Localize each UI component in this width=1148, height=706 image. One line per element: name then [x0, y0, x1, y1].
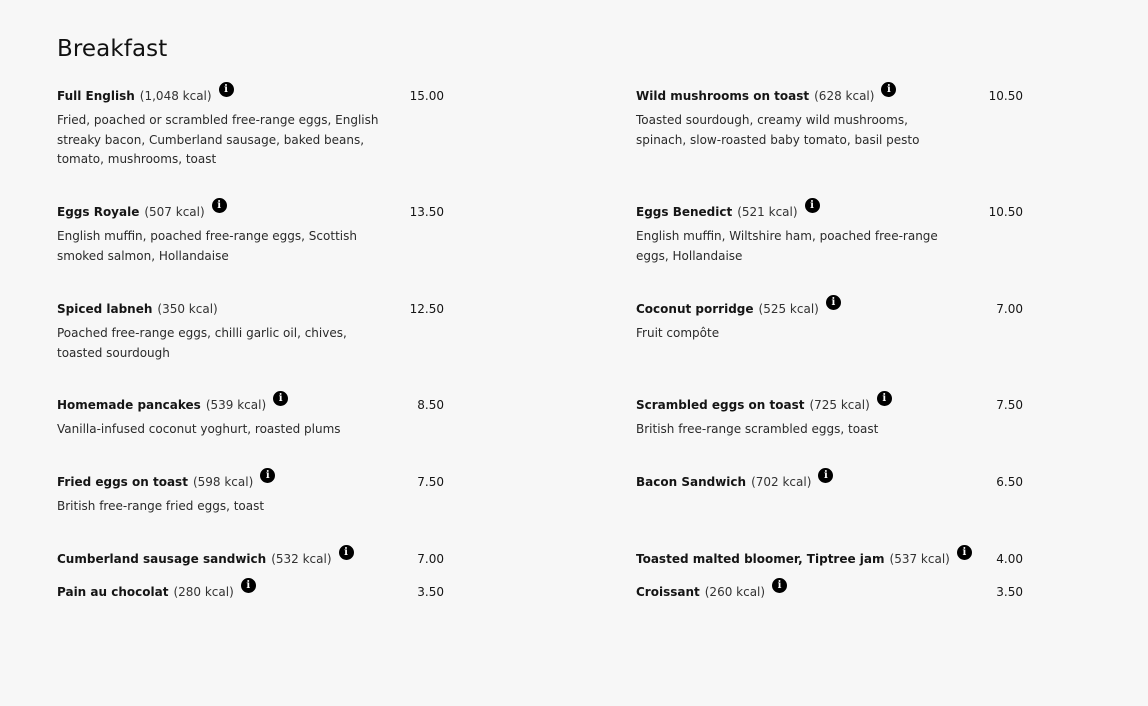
item-name: Scrambled eggs on toast — [636, 398, 805, 412]
info-icon[interactable]: i — [805, 198, 820, 213]
info-icon[interactable]: i — [273, 391, 288, 406]
item-kcal: (532 kcal) — [271, 552, 332, 566]
item-kcal: (525 kcal) — [758, 302, 819, 316]
item-price: 3.50 — [996, 585, 1023, 599]
item-kcal: (280 kcal) — [173, 585, 234, 599]
menu-item-wild-mushrooms-on-toast — [636, 86, 1023, 150]
menu-item-croissant — [636, 582, 1023, 602]
info-icon[interactable]: i — [957, 545, 972, 560]
item-price: 3.50 — [417, 585, 444, 599]
info-icon[interactable]: i — [212, 198, 227, 213]
item-description: English muffin, Wiltshire ham, poached free-range eggs, Hollandaise — [636, 229, 938, 263]
info-icon[interactable]: i — [881, 82, 896, 97]
item-name: Full English — [57, 89, 135, 103]
info-icon[interactable]: i — [818, 468, 833, 483]
menu-item-fried-eggs-on-toast — [57, 472, 444, 517]
info-icon[interactable]: i — [260, 468, 275, 483]
item-name: Pain au chocolat — [57, 585, 169, 599]
item-name: Cumberland sausage sandwich — [57, 552, 267, 566]
item-description: Poached free-range eggs, chilli garlic oil, chives, toasted sourdough — [57, 326, 347, 360]
item-description: Vanilla-infused coconut yoghurt, roasted plums — [57, 422, 341, 436]
info-icon[interactable]: i — [241, 578, 256, 593]
item-kcal: (1,048 kcal) — [139, 89, 212, 103]
section-title: Breakfast — [57, 36, 168, 62]
info-icon[interactable]: i — [877, 391, 892, 406]
menu-item-toasted-malted-bloomer — [636, 549, 1023, 569]
item-price: 7.50 — [996, 398, 1023, 412]
menu-item-eggs-royale — [57, 202, 444, 266]
item-price: 8.50 — [417, 398, 444, 412]
menu-item-full-english — [57, 86, 444, 170]
item-name: Fried eggs on toast — [57, 475, 188, 489]
info-icon[interactable]: i — [219, 82, 234, 97]
item-kcal: (702 kcal) — [751, 475, 812, 489]
item-kcal: (539 kcal) — [205, 398, 267, 412]
item-kcal: (725 kcal) — [809, 398, 870, 412]
info-icon[interactable]: i — [772, 578, 787, 593]
item-kcal: (521 kcal) — [737, 205, 798, 219]
item-name: Bacon Sandwich — [636, 475, 747, 489]
item-price: 7.00 — [996, 302, 1023, 316]
item-kcal: (598 kcal) — [192, 475, 254, 489]
item-name: Coconut porridge — [636, 302, 754, 316]
item-price: 15.00 — [409, 89, 444, 103]
item-description: Toasted sourdough, creamy wild mushrooms, spinach, slow-roasted baby tomato, basil pesto — [636, 113, 920, 147]
item-price: 10.50 — [988, 89, 1023, 103]
menu-item-spiced-labneh — [57, 299, 444, 363]
menu-item-pain-au-chocolat — [57, 582, 444, 602]
item-kcal: (350 kcal) — [157, 302, 218, 316]
item-name: Spiced labneh — [57, 302, 153, 316]
item-price: 6.50 — [996, 475, 1023, 489]
menu-item-scrambled-eggs-on-toast — [636, 395, 1023, 440]
item-price: 12.50 — [409, 302, 444, 316]
item-name: Eggs Benedict — [636, 205, 733, 219]
item-name: Toasted malted bloomer, Tiptree jam — [636, 552, 885, 566]
item-description: British free-range fried eggs, toast — [57, 499, 265, 513]
item-price: 13.50 — [409, 205, 444, 219]
item-description: British free-range scrambled eggs, toast — [636, 422, 879, 436]
item-name: Eggs Royale — [57, 205, 140, 219]
item-kcal: (537 kcal) — [889, 552, 950, 566]
item-description: Fried, poached or scrambled free-range eggs, English streaky bacon, Cumberland sausage, baked beans, tomato, mushrooms, toast — [57, 113, 379, 166]
menu-item-cumberland-sausage-sandwich — [57, 549, 444, 569]
item-description: English muffin, poached free-range eggs, Scottish smoked salmon, Hollandaise — [57, 229, 357, 263]
menu-item-eggs-benedict — [636, 202, 1023, 266]
item-name: Croissant — [636, 585, 700, 599]
item-price: 10.50 — [988, 205, 1023, 219]
info-icon[interactable]: i — [339, 545, 354, 560]
item-kcal: (260 kcal) — [704, 585, 766, 599]
item-price: 7.50 — [417, 475, 444, 489]
item-price: 7.00 — [417, 552, 444, 566]
item-name: Wild mushrooms on toast — [636, 89, 810, 103]
menu-item-coconut-porridge — [636, 299, 1023, 344]
item-kcal: (628 kcal) — [814, 89, 875, 103]
menu-item-homemade-pancakes — [57, 395, 444, 440]
info-icon[interactable]: i — [826, 295, 841, 310]
menu-item-bacon-sandwich — [636, 472, 1023, 492]
item-description: Fruit compôte — [636, 326, 720, 340]
item-price: 4.00 — [996, 552, 1023, 566]
item-name: Homemade pancakes — [57, 398, 201, 412]
item-kcal: (507 kcal) — [144, 205, 205, 219]
